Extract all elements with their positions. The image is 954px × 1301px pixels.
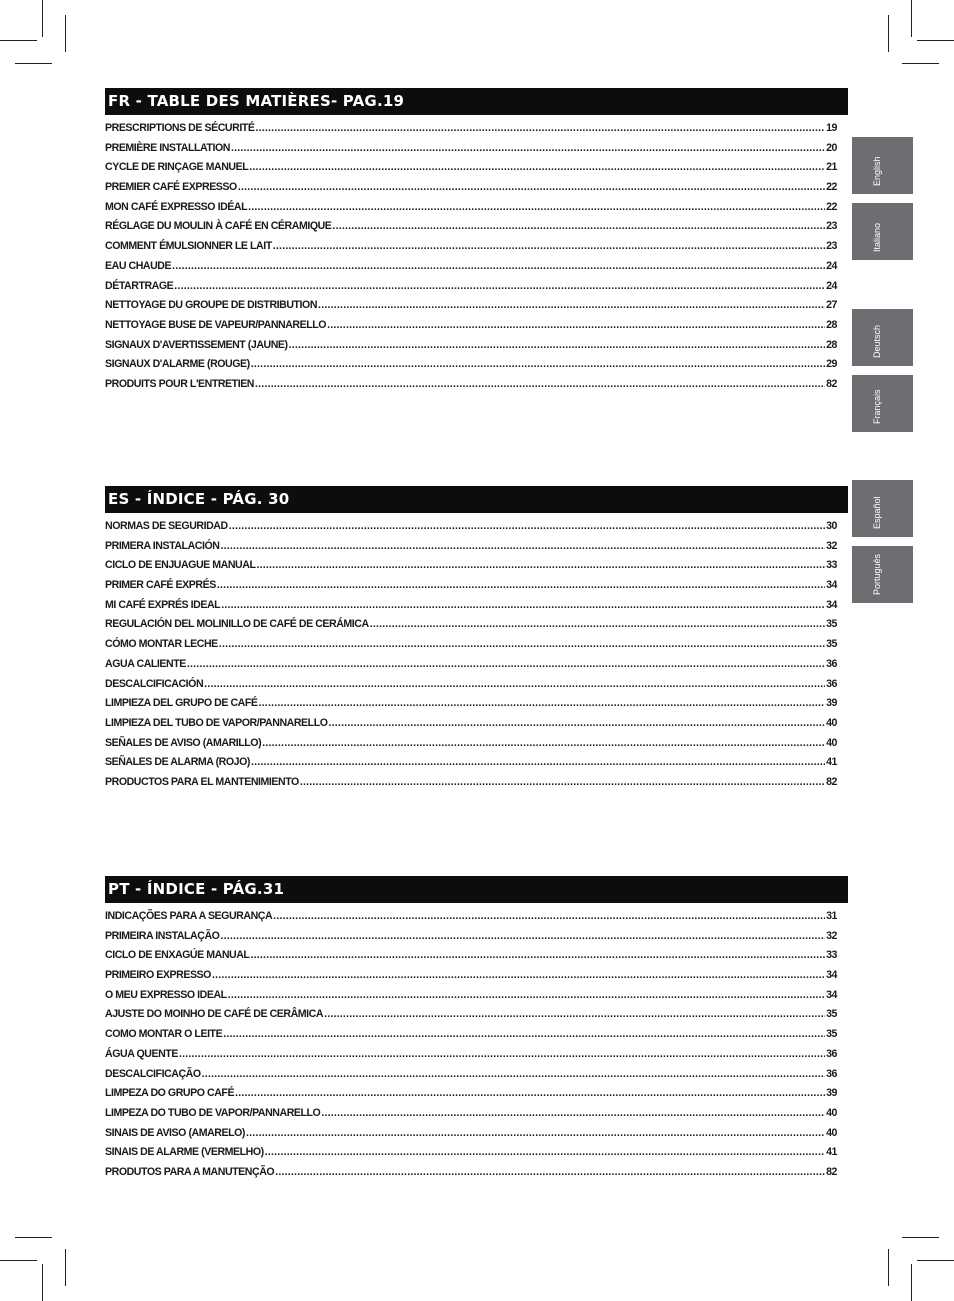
toc-entry-title: COMMENT ÉMULSIONNER LE LAIT (105, 240, 272, 253)
toc-entry-page: 35 (826, 1028, 837, 1041)
toc-entry-title: ÁGUA QUENTE (105, 1047, 178, 1060)
toc-entry[interactable] (105, 737, 848, 757)
dot-leader (187, 658, 825, 670)
toc-entry-page: 31 (826, 910, 837, 922)
toc-entry-page: 34 (826, 969, 837, 982)
toc-entry-page: 40 (826, 1106, 837, 1119)
toc-entry[interactable] (105, 1028, 848, 1048)
toc-entry-page: 23 (826, 220, 837, 233)
toc-entry-title: PREMIER CAFÉ EXPRESSO (105, 181, 237, 194)
dot-leader (273, 240, 825, 252)
toc-entry[interactable] (105, 697, 848, 717)
toc-entry[interactable] (105, 969, 848, 989)
toc-entry[interactable] (105, 579, 848, 599)
toc-entry-page: 33 (826, 949, 837, 962)
toc-entry-page: 24 (826, 259, 837, 272)
toc-entry-title: SEÑALES DE ALARMA (ROJO) (105, 756, 250, 769)
toc-entry-title: SINAIS DE AVISO (AMARELO) (105, 1126, 246, 1139)
language-tab-label: Français (872, 389, 882, 424)
toc-entry-title: PREMIÈRE INSTALLATION (105, 141, 230, 154)
toc-entry-title: PRIMERA INSTALACIÓN (105, 539, 220, 552)
toc-entry-page: 36 (826, 657, 837, 670)
toc-entry-title: LIMPEZA DO GRUPO CAFÉ (105, 1087, 235, 1100)
dot-leader (231, 142, 825, 154)
dot-leader (220, 540, 825, 552)
toc-entry-title: NETTOYAGE BUSE DE VAPEUR/PANNARELLO (105, 318, 327, 331)
toc-entry[interactable] (105, 280, 848, 300)
dot-leader (238, 181, 825, 193)
dot-leader (262, 737, 825, 749)
toc-entry[interactable] (105, 1008, 848, 1028)
toc-entry[interactable] (105, 1127, 848, 1147)
dot-leader (332, 220, 825, 232)
dot-leader (202, 1068, 825, 1080)
toc-entry[interactable] (105, 240, 848, 260)
toc-entry-page: 21 (826, 161, 837, 174)
toc-entry-page: 33 (826, 559, 837, 572)
toc-entry[interactable] (105, 638, 848, 658)
toc-entry-page: 82 (826, 1165, 837, 1178)
toc-entry[interactable] (105, 201, 848, 221)
toc-entry[interactable] (105, 540, 848, 560)
language-tab-english[interactable] (852, 137, 913, 194)
toc-entry-title: PRIMEIRA INSTALAÇÃO (105, 929, 220, 942)
toc-entry[interactable] (105, 319, 848, 339)
toc-entry-page: 35 (826, 618, 837, 631)
toc-entry-title: PRESCRIPTIONS DE SÉCURITÉ (105, 122, 255, 134)
dot-leader (256, 559, 825, 571)
toc-entry[interactable] (105, 1048, 848, 1068)
language-tab-label: Italiano (872, 222, 882, 252)
toc-entry[interactable] (105, 1087, 848, 1107)
dot-leader (229, 520, 825, 532)
toc-section-es (105, 486, 848, 796)
toc-entry-page: 39 (826, 1087, 837, 1100)
dot-leader (228, 989, 825, 1001)
toc-entry-page: 41 (826, 756, 837, 769)
toc-entry-title: SIGNAUX D'ALARME (ROUGE) (105, 358, 250, 371)
toc-entry[interactable] (105, 142, 848, 162)
toc-entry[interactable] (105, 378, 848, 398)
toc-entry-title: O MEU EXPRESSO IDEAL (105, 988, 227, 1001)
toc-entry-title: AGUA CALIENTE (105, 657, 186, 670)
toc-entry-title: SEÑALES DE AVISO (AMARILLO) (105, 736, 262, 749)
toc-list (105, 910, 848, 1186)
dot-leader (219, 638, 825, 650)
toc-entry-title: CYCLE DE RINÇAGE MANUEL (105, 161, 249, 174)
dot-leader (248, 201, 825, 213)
toc-entry-page: 40 (826, 716, 837, 729)
toc-entry-page: 20 (826, 141, 837, 154)
toc-entry[interactable] (105, 520, 848, 540)
toc-entry-title: REGULACIÓN DEL MOLINILLO DE CAFÉ DE CERÁMICA (105, 618, 369, 631)
toc-entry-title: DESCALCIFICAÇÃO (105, 1067, 201, 1080)
toc-section-fr (105, 88, 848, 398)
section-heading: PT - ÍNDICE - PÁG.31 (105, 876, 848, 903)
toc-list (105, 122, 848, 398)
toc-entry-title: CÓMO MONTAR LECHE (105, 638, 218, 651)
toc-entry-page: 23 (826, 240, 837, 253)
toc-entry-page: 34 (826, 598, 837, 611)
toc-entry-page: 28 (826, 338, 837, 351)
dot-leader (174, 280, 825, 292)
dot-leader (220, 930, 825, 942)
toc-entry[interactable] (105, 339, 848, 359)
toc-entry[interactable] (105, 989, 848, 1009)
toc-entry-page: 41 (826, 1146, 837, 1159)
toc-entry-title: PRODUCTOS PARA EL MANTENIMIENTO (105, 775, 299, 788)
toc-entry-page: 30 (826, 520, 837, 532)
toc-entry-title: AJUSTE DO MOINHO DE CAFÉ DE CERÂMICA (105, 1008, 324, 1021)
dot-leader (212, 969, 825, 981)
language-tab-label: Português (872, 553, 882, 595)
toc-entry-title: PRODUTOS PARA A MANUTENÇÃO (105, 1165, 275, 1178)
dot-leader (327, 319, 825, 331)
toc-entry-title: LIMPIEZA DEL GRUPO DE CAFÉ (105, 697, 258, 710)
toc-entry[interactable] (105, 678, 848, 698)
toc-entry-page: 36 (826, 1067, 837, 1080)
toc-entry[interactable] (105, 559, 848, 579)
toc-entry-title: CICLO DE ENXAGÚE MANUAL (105, 949, 250, 962)
toc-entry-page: 36 (826, 1047, 837, 1060)
toc-entry[interactable] (105, 299, 848, 319)
dot-leader (251, 756, 825, 768)
dot-leader (318, 299, 825, 311)
dot-leader (321, 1107, 825, 1119)
dot-leader (324, 1008, 825, 1020)
toc-entry-title: DESCALCIFICACIÓN (105, 677, 204, 690)
toc-entry-title: LIMPEZA DO TUBO DE VAPOR/PANNARELLO (105, 1106, 321, 1119)
dot-leader (300, 776, 825, 788)
toc-entry[interactable] (105, 161, 848, 181)
toc-entry[interactable] (105, 717, 848, 737)
toc-entry[interactable] (105, 1068, 848, 1088)
toc-entry-title: INDICAÇÕES PARA A SEGURANÇA (105, 910, 273, 922)
toc-entry-title: MI CAFÉ EXPRÉS IDEAL (105, 598, 221, 611)
dot-leader (255, 378, 825, 390)
toc-entry[interactable] (105, 776, 848, 796)
toc-entry-title: RÉGLAGE DU MOULIN À CAFÉ EN CÉRAMIQUE (105, 220, 332, 233)
toc-entry[interactable] (105, 1146, 848, 1166)
toc-entry-title: CICLO DE ENJUAGUE MANUAL (105, 559, 256, 572)
language-tab-label: Deutsch (872, 324, 882, 358)
dot-leader (255, 122, 825, 134)
language-tab-deutsch[interactable] (852, 309, 913, 366)
toc-entry-page: 40 (826, 1126, 837, 1139)
dot-leader (251, 358, 825, 370)
toc-entry[interactable] (105, 599, 848, 619)
toc-entry[interactable] (105, 260, 848, 280)
toc-entry[interactable] (105, 910, 848, 930)
dot-leader (250, 949, 825, 961)
language-tab-label: Español (872, 496, 882, 529)
dot-leader (275, 1166, 825, 1178)
section-heading: FR - TABLE DES MATIÈRES- PAG.19 (105, 88, 848, 115)
toc-entry[interactable] (105, 658, 848, 678)
toc-entry-page: 40 (826, 736, 837, 749)
language-tab-italiano[interactable] (852, 203, 913, 260)
language-tab-espanol[interactable] (852, 480, 913, 537)
toc-entry-page: 22 (826, 200, 837, 213)
toc-entry[interactable] (105, 949, 848, 969)
toc-entry-page: 82 (826, 377, 837, 390)
toc-entry-page: 39 (826, 697, 837, 710)
toc-entry-page: 22 (826, 181, 837, 194)
language-tab-portugues[interactable] (852, 546, 913, 603)
dot-leader (246, 1127, 825, 1139)
toc-entry-page: 34 (826, 579, 837, 592)
dot-leader (329, 717, 826, 729)
toc-entry-page: 32 (826, 929, 837, 942)
toc-section-pt (105, 876, 848, 1186)
toc-entry-page: 32 (826, 539, 837, 552)
dot-leader (273, 910, 825, 922)
dot-leader (289, 339, 826, 351)
toc-entry-page: 34 (826, 988, 837, 1001)
toc-entry-page: 28 (826, 318, 837, 331)
toc-entry[interactable] (105, 1107, 848, 1127)
toc-entry-title: MON CAFÉ EXPRESSO IDÉAL (105, 200, 248, 213)
toc-list (105, 520, 848, 796)
toc-entry[interactable] (105, 1166, 848, 1186)
toc-entry-title: PRODUITS POUR L'ENTRETIEN (105, 377, 255, 390)
toc-entry-title: COMO MONTAR O LEITE (105, 1028, 223, 1041)
language-tab-francais[interactable] (852, 375, 913, 432)
toc-entry-title: NORMAS DE SEGURIDAD (105, 520, 228, 532)
toc-entry-page: 27 (826, 299, 837, 312)
dot-leader (179, 1048, 825, 1060)
toc-entry[interactable] (105, 930, 848, 950)
toc-entry-title: SIGNAUX D'AVERTISSEMENT (JAUNE) (105, 338, 288, 351)
language-tab-label: English (872, 156, 882, 186)
toc-entry-title: NETTOYAGE DU GROUPE DE DISTRIBUTION (105, 299, 318, 312)
section-heading: ES - ÍNDICE - PÁG. 30 (105, 486, 848, 513)
dot-leader (249, 161, 825, 173)
dot-leader (204, 678, 825, 690)
toc-entry-page: 82 (826, 775, 837, 788)
dot-leader (265, 1146, 825, 1158)
toc-entry-title: LIMPIEZA DEL TUBO DE VAPOR/PANNARELLO (105, 716, 328, 729)
toc-entry[interactable] (105, 181, 848, 201)
toc-entry[interactable] (105, 122, 848, 142)
toc-entry-title: EAU CHAUDE (105, 259, 172, 272)
toc-entry-page: 24 (826, 279, 837, 292)
dot-leader (221, 599, 825, 611)
toc-entry-title: DÉTARTRAGE (105, 279, 174, 292)
toc-entry[interactable] (105, 358, 848, 378)
toc-entry-page: 35 (826, 1008, 837, 1021)
dot-leader (217, 579, 825, 591)
toc-entry-page: 35 (826, 638, 837, 651)
toc-entry-page: 19 (826, 122, 837, 134)
toc-entry[interactable] (105, 220, 848, 240)
toc-entry-page: 36 (826, 677, 837, 690)
toc-entry-title: SINAIS DE ALARME (VERMELHO) (105, 1146, 264, 1159)
toc-entry-title: PRIMEIRO EXPRESSO (105, 969, 211, 982)
toc-entry-title: PRIMER CAFÉ EXPRÉS (105, 579, 216, 592)
dot-leader (370, 618, 825, 630)
toc-entry[interactable] (105, 756, 848, 776)
dot-leader (223, 1028, 825, 1040)
dot-leader (235, 1087, 825, 1099)
dot-leader (172, 260, 825, 272)
toc-entry[interactable] (105, 618, 848, 638)
toc-entry-page: 29 (826, 358, 837, 371)
dot-leader (259, 697, 826, 709)
